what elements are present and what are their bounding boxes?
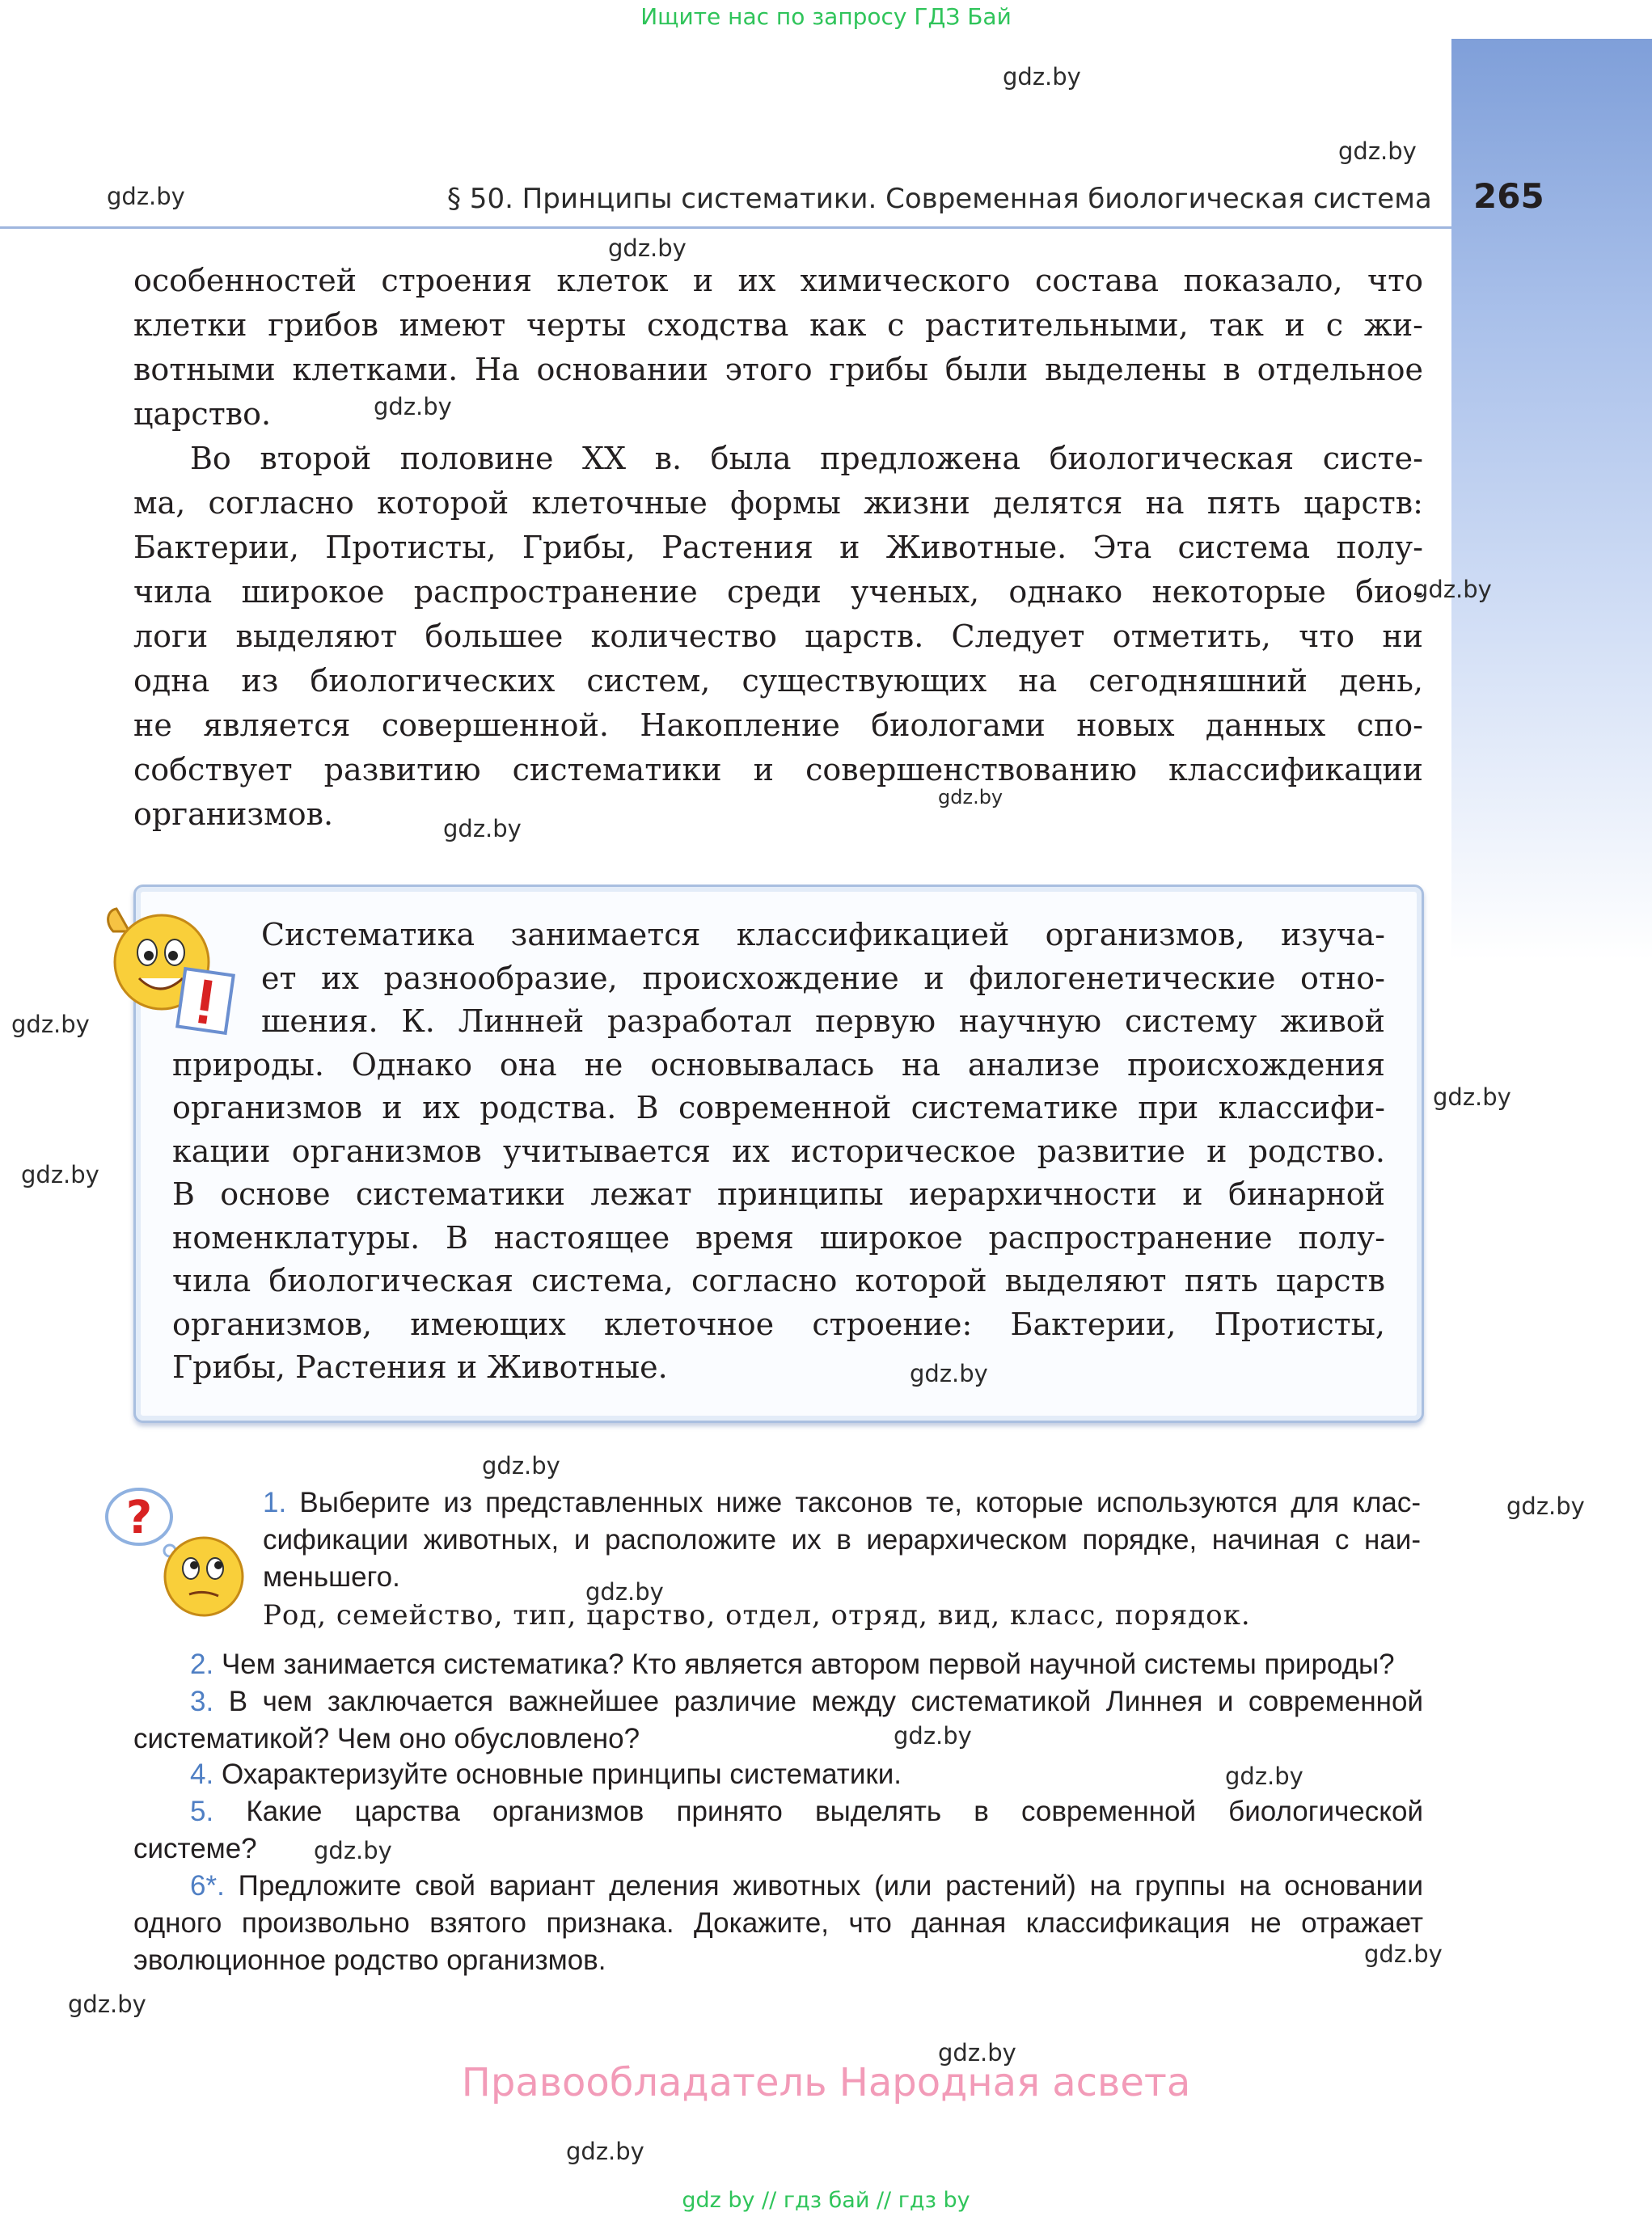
text-line: не является совершенной. Накопление биологами новых данных спо- — [133, 707, 1423, 743]
question-number: 3. — [190, 1686, 214, 1717]
question-text: Предложите свой вариант деления животных (или растений) на группы на основании — [238, 1870, 1424, 1902]
footer-links[interactable]: gdz by // гдз бай // гдз by — [682, 2188, 970, 2213]
body-paragraph-1 — [133, 259, 1423, 437]
body-paragraph-2 — [133, 437, 1423, 837]
question-2 — [133, 1646, 1423, 1683]
text-line: шения. К. Линней разработал первую научную систему живой — [261, 1003, 1385, 1039]
question-text: Выберите из представленных ниже таксонов те, которые используются для клас- — [299, 1487, 1421, 1518]
watermark: gdz.by — [608, 234, 687, 262]
running-header: § 50. Принципы систематики. Современная биологическая система — [447, 183, 1432, 215]
watermark: gdz.by — [68, 1991, 146, 2018]
watermark: gdz.by — [938, 786, 1003, 809]
question-text: В чем заключается важнейшее различие между систематикой Линнея и современной — [228, 1686, 1423, 1717]
text-line: организмов, имеющих клеточное строение: Бактерии, Протисты, — [172, 1306, 1385, 1342]
watermark: gdz.by — [1364, 1940, 1443, 1968]
text-line: организмов. — [133, 796, 334, 832]
question-line — [133, 1646, 1423, 1683]
watermark: gdz.by — [1225, 1763, 1303, 1790]
smiley-question-icon — [99, 1486, 260, 1623]
watermark: gdz.by — [314, 1837, 392, 1864]
text-line: Бактерии, Протисты, Грибы, Растения и Животные. Эта система полу- — [133, 530, 1423, 565]
watermark: gdz.by — [1003, 63, 1081, 91]
question-line: сификации животных, и расположите их в иерархическом порядке, начиная с наи- — [263, 1524, 1421, 1556]
watermark: gdz.by — [1413, 576, 1492, 603]
question-text: Чем занимается систематика? Кто является автором первой научной системы природы? — [221, 1649, 1395, 1680]
svg-text:?: ? — [125, 1492, 153, 1544]
watermark: gdz.by — [585, 1578, 664, 1606]
text-line: клетки грибов имеют черты сходства как с растительными, так и с жи- — [133, 307, 1423, 343]
question-number: 2. — [190, 1649, 214, 1680]
question-line: систематикой? Чем оно обусловлено? — [133, 1723, 640, 1754]
question-line — [133, 1793, 1423, 1830]
question-text: Охарактеризуйте основные принципы систематики. — [221, 1758, 902, 1790]
text-line: Систематика занимается классификацией организмов, изуча- — [261, 917, 1385, 952]
text-line: природы. Однако она не основывалась на анализе происхождения — [172, 1046, 1385, 1083]
text-line: В основе систематики лежат принципы иерархичности и бинарной — [172, 1176, 1385, 1212]
question-line — [263, 1484, 1421, 1522]
page-number: 265 — [1473, 176, 1544, 216]
text-line: кации организмов учитывается их историческое развитие и родство. — [172, 1133, 1385, 1169]
watermark: gdz.by — [482, 1452, 560, 1480]
taxa-list: Род, семейство, тип, царство, отдел, отряд, вид, класс, порядок. — [263, 1599, 1251, 1632]
text-line: Грибы, Растения и Животные. — [172, 1349, 668, 1385]
watermark: gdz.by — [11, 1011, 90, 1038]
question-number: 4. — [190, 1758, 214, 1790]
watermark: gdz.by — [910, 1360, 988, 1387]
watermark: gdz.by — [938, 2039, 1016, 2067]
watermark: gdz.by — [374, 393, 452, 420]
text-line: вотными клетками. На основании этого грибы были выделены в отдельное — [133, 352, 1423, 387]
watermark: gdz.by — [443, 815, 522, 842]
text-line: царство. — [133, 396, 272, 432]
watermark: gdz.by — [1433, 1083, 1511, 1111]
question-line — [133, 1868, 1423, 1905]
text-line: чила биологическая система, согласно которой выделяют пять царств — [172, 1263, 1385, 1298]
text-line: логи выделяют большее количество царств. Следует отметить, что ни — [133, 619, 1423, 654]
watermark: gdz.by — [107, 183, 185, 210]
text-line: собствует развитию систематики и совершенствованию классификации — [133, 752, 1423, 787]
question-number: 6*. — [190, 1870, 225, 1902]
promo-banner[interactable]: Ищите нас по запросу ГДЗ Бай — [640, 3, 1012, 30]
watermark: gdz.by — [566, 2138, 644, 2165]
question-line — [133, 1683, 1423, 1720]
watermark: gdz.by — [1338, 137, 1417, 165]
question-3 — [133, 1683, 1423, 1758]
watermark: gdz.by — [21, 1161, 99, 1188]
text-line: ма, согласно которой клеточные формы жизни делятся на пять царств: — [133, 485, 1423, 521]
text-line: организмов и их родства. В современной систематике при классифи- — [172, 1090, 1385, 1125]
text-line: чила широкое распространение среди ученых, однако некоторые био- — [133, 574, 1423, 610]
header-rule — [0, 226, 1451, 229]
watermark: gdz.by — [1506, 1492, 1585, 1520]
text-line: Во второй половине XX в. была предложена биологическая систе- — [190, 441, 1423, 476]
question-line: меньшего. — [263, 1561, 400, 1593]
question-number: 1. — [263, 1487, 287, 1518]
question-line: системе? — [133, 1833, 257, 1864]
question-number: 5. — [190, 1796, 214, 1827]
question-1 — [263, 1484, 1421, 1596]
text-line: ет их разнообразие, происхождение и филогенетические отно- — [261, 960, 1385, 996]
text-line: особенностей строения клеток и их химического состава показало, что — [133, 263, 1423, 298]
definition-text — [172, 914, 1385, 1390]
text-line: одна из биологических систем, существующих на сегодняшний день, — [133, 663, 1423, 699]
watermark: gdz.by — [894, 1722, 972, 1750]
question-line: одного произвольно взятого признака. Докажите, что данная классификация не отражает — [133, 1907, 1423, 1939]
question-text: Какие царства организмов принято выделять в современной биологической — [246, 1796, 1423, 1827]
text-line: номенклатуры. В настоящее время широкое распространение полу- — [172, 1219, 1385, 1256]
copyright-notice: Правообладатель Народная асвета — [461, 2060, 1191, 2105]
question-6 — [133, 1868, 1423, 1979]
question-line: эволюционное родство организмов. — [133, 1944, 606, 1976]
